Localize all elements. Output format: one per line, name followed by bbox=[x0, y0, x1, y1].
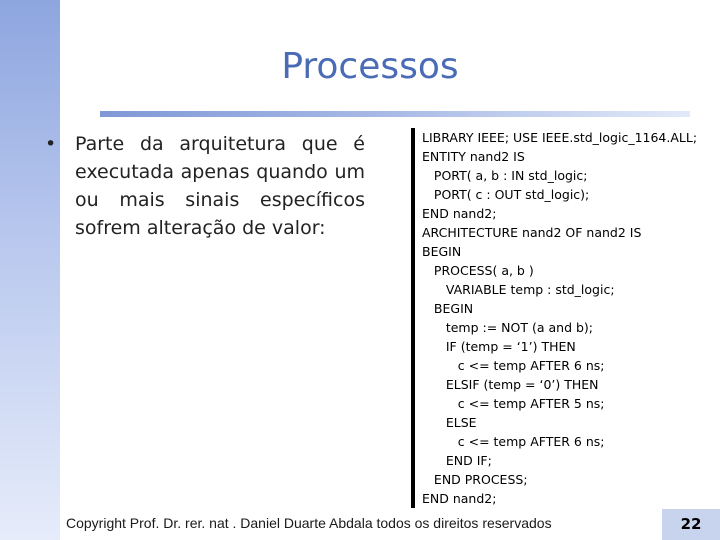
code-line: c <= temp AFTER 6 ns; bbox=[422, 358, 605, 373]
slide-title: Processos bbox=[281, 46, 459, 87]
code-line: BEGIN bbox=[422, 244, 462, 259]
code-line: END PROCESS; bbox=[422, 472, 528, 487]
vhdl-code-block bbox=[422, 128, 720, 508]
code-line: ARCHITECTURE nand2 OF nand2 IS bbox=[422, 225, 642, 240]
code-line: END IF; bbox=[422, 453, 492, 468]
code-line: ELSIF (temp = ‘0’) THEN bbox=[422, 377, 599, 392]
code-line: ELSE bbox=[422, 415, 477, 430]
code-line: temp := NOT (a and b); bbox=[422, 320, 593, 335]
code-line: END nand2; bbox=[422, 206, 497, 221]
code-line: VARIABLE temp : std_logic; bbox=[422, 282, 615, 297]
bullet-text: Parte da arquitetura que é executada apenas quando um ou mais sinais específicos sofrem alteração de valor: bbox=[75, 133, 365, 239]
code-line: BEGIN bbox=[422, 301, 474, 316]
copyright-footer: Copyright Prof. Dr. rer. nat . Daniel Duarte Abdala todos os direitos reservados bbox=[66, 515, 552, 531]
title-underline bbox=[100, 111, 690, 117]
code-line: IF (temp = ‘1’) THEN bbox=[422, 339, 576, 354]
code-line: PROCESS( a, b ) bbox=[422, 263, 534, 278]
code-line: LIBRARY IEEE; USE IEEE.std_logic_1164.ALL; bbox=[422, 130, 698, 145]
bullet-item bbox=[45, 130, 365, 242]
side-gradient-bar bbox=[0, 0, 60, 540]
code-line: PORT( a, b : IN std_logic; bbox=[422, 168, 588, 183]
code-line: c <= temp AFTER 5 ns; bbox=[422, 396, 605, 411]
code-line: c <= temp AFTER 6 ns; bbox=[422, 434, 605, 449]
code-line: ENTITY nand2 IS bbox=[422, 149, 525, 164]
code-line: END nand2; bbox=[422, 491, 497, 506]
vertical-divider bbox=[411, 128, 415, 508]
bullet-icon: • bbox=[45, 133, 57, 155]
page-number: 22 bbox=[662, 509, 720, 540]
code-line: PORT( c : OUT std_logic); bbox=[422, 187, 590, 202]
